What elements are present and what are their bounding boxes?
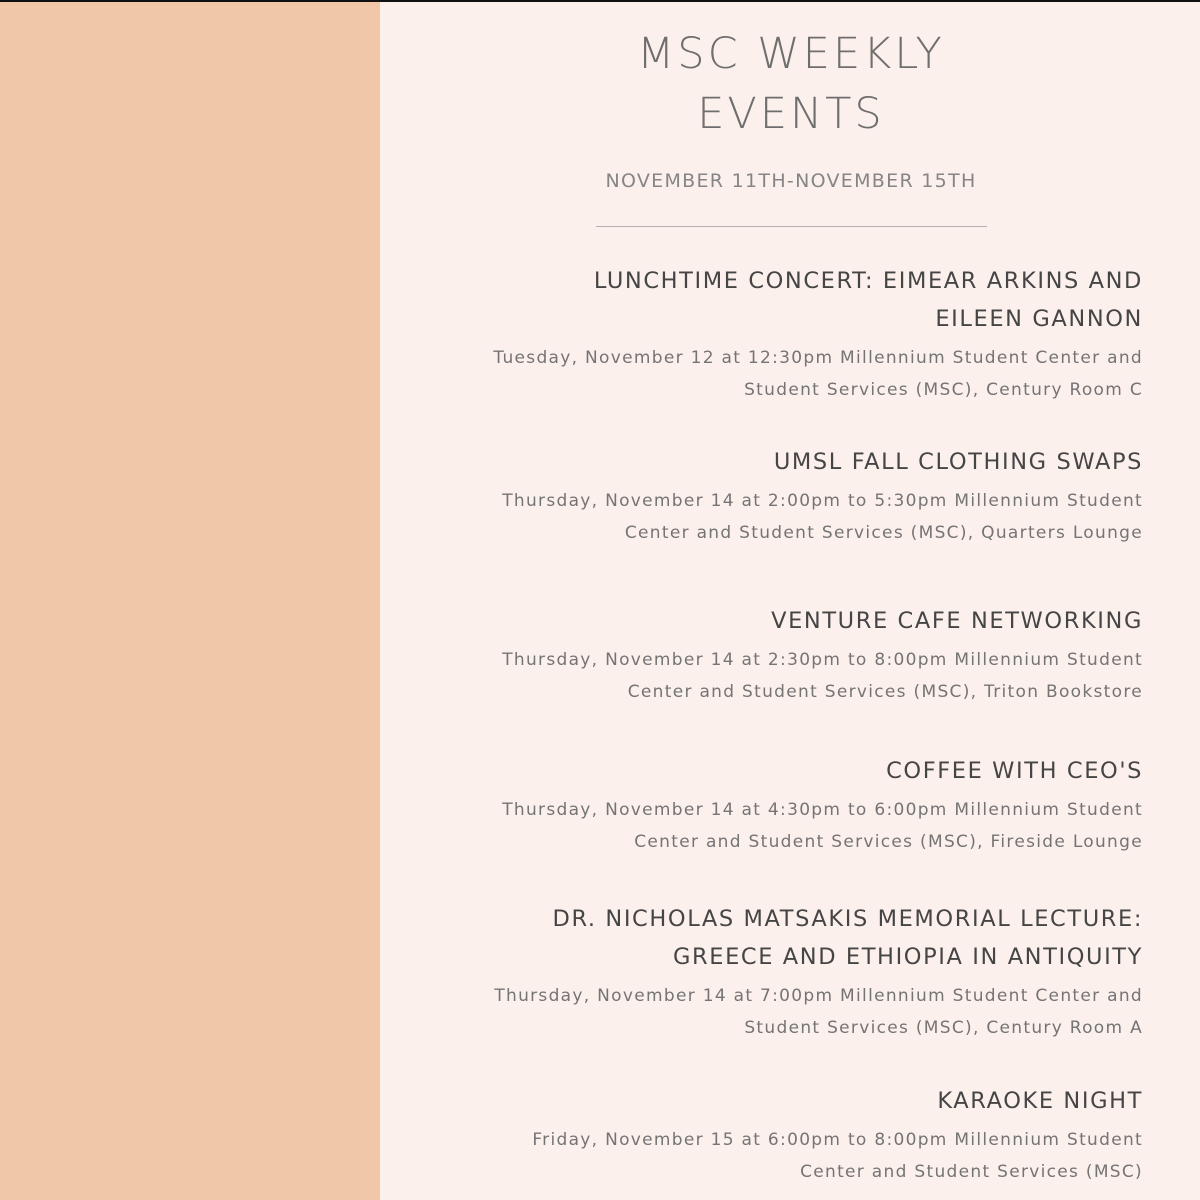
- event-item-memorial-lecture: [463, 900, 1143, 1044]
- events-panel: [380, 2, 1200, 1200]
- event-title: KARAOKE NIGHT: [937, 1088, 1143, 1114]
- event-title: LUNCHTIME CONCERT: EIMEAR ARKINS AND EILEEN GANNON: [593, 268, 1143, 332]
- event-details: Thursday, November 14 at 7:00pm Millennium Student Center and Student Services (MSC), Century Room A: [494, 986, 1143, 1038]
- event-title: DR. NICHOLAS MATSAKIS MEMORIAL LECTURE: GREECE AND ETHIOPIA IN ANTIQUITY: [552, 906, 1143, 970]
- event-details: Friday, November 15 at 6:00pm to 8:00pm Millennium Student Center and Student Services (MSC): [532, 1130, 1143, 1182]
- event-title: VENTURE CAFE NETWORKING: [771, 608, 1143, 634]
- event-title: UMSL FALL CLOTHING SWAPS: [773, 449, 1143, 475]
- page-title: MSC WEEKLY EVENTS: [637, 29, 945, 139]
- side-color-panel: [0, 2, 380, 1200]
- date-range: NOVEMBER 11TH-NOVEMBER 15TH: [605, 170, 977, 192]
- event-title: COFFEE WITH CEO'S: [886, 758, 1143, 784]
- event-item-clothing-swaps: [463, 443, 1143, 549]
- event-details: Thursday, November 14 at 2:30pm to 8:00pm Millennium Student Center and Student Services (MSC), Triton Bookstore: [502, 650, 1143, 702]
- event-item-venture-cafe: [463, 602, 1143, 708]
- event-item-lunchtime-concert: [463, 262, 1143, 406]
- divider: [596, 226, 987, 227]
- event-item-coffee-with-ceos: [463, 752, 1143, 858]
- event-details: Tuesday, November 12 at 12:30pm Millennium Student Center and Student Services (MSC), Century Room C: [493, 348, 1143, 400]
- event-details: Thursday, November 14 at 4:30pm to 6:00pm Millennium Student Center and Student Services (MSC), Fireside Lounge: [502, 800, 1143, 852]
- event-item-karaoke-night: [463, 1082, 1143, 1188]
- event-details: Thursday, November 14 at 2:00pm to 5:30pm Millennium Student Center and Student Services (MSC), Quarters Lounge: [502, 491, 1143, 543]
